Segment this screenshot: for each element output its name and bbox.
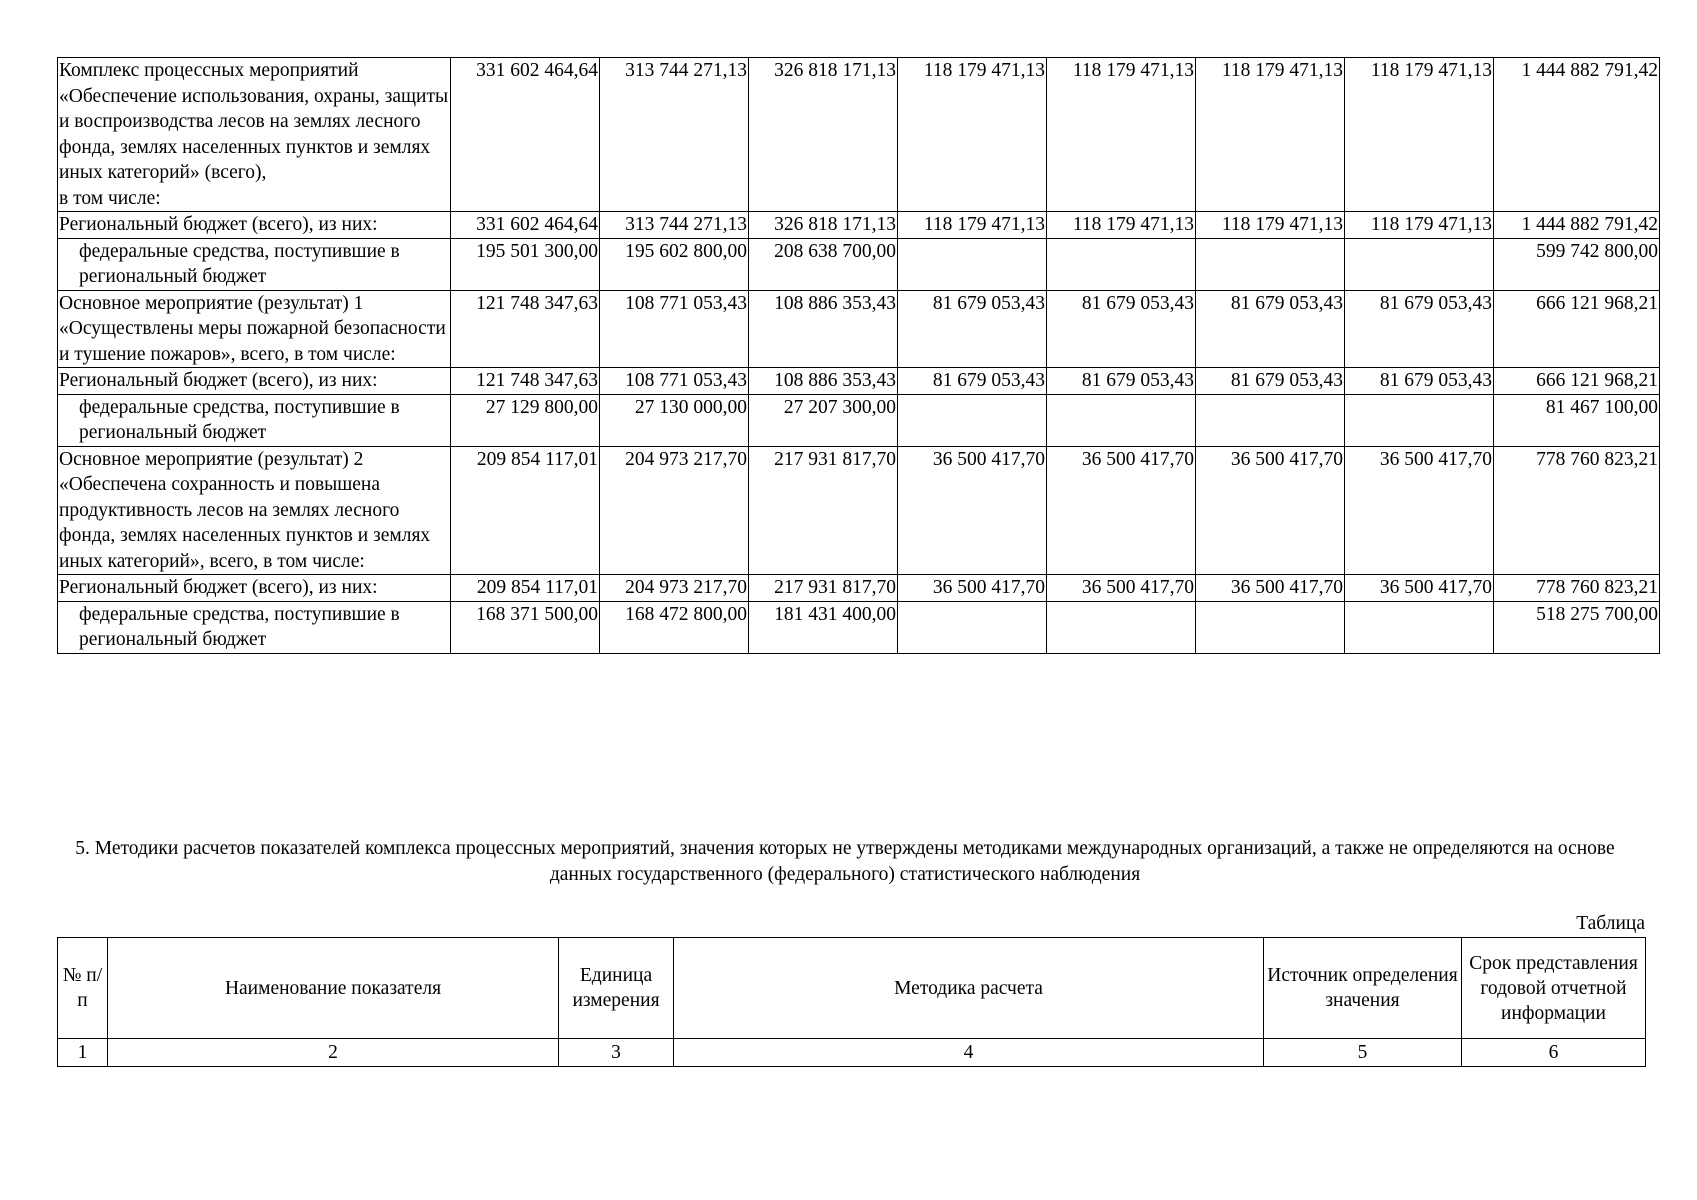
amount-cell: 1 444 882 791,42 [1494,212,1660,239]
amount-cell: 204 973 217,70 [600,446,749,575]
amount-cell [1047,238,1196,290]
amount-cell: 108 886 353,43 [749,368,898,395]
budget-subrow [58,601,1660,653]
budget-table [57,57,1660,654]
amount-cell [1345,238,1494,290]
row-label: Региональный бюджет (всего), из них: [58,212,451,239]
amount-cell: 518 275 700,00 [1494,601,1660,653]
amount-cell: 204 973 217,70 [600,575,749,602]
amount-cell [898,238,1047,290]
budget-row [58,58,1660,212]
amount-cell: 118 179 471,13 [1047,212,1196,239]
amount-cell: 168 472 800,00 [600,601,749,653]
amount-cell [1345,394,1494,446]
column-number: 1 [58,1039,108,1067]
methodology-number-row [58,1039,1646,1067]
header-source: Источник определения значения [1264,938,1462,1039]
amount-cell: 118 179 471,13 [1345,212,1494,239]
amount-cell: 81 467 100,00 [1494,394,1660,446]
amount-cell [1196,394,1345,446]
column-number: 2 [108,1039,559,1067]
amount-cell: 118 179 471,13 [898,58,1047,212]
amount-cell: 36 500 417,70 [1345,575,1494,602]
amount-cell: 666 121 968,21 [1494,290,1660,368]
amount-cell: 36 500 417,70 [1047,575,1196,602]
amount-cell: 118 179 471,13 [1196,58,1345,212]
table-caption: Таблица [1576,913,1645,934]
amount-cell: 81 679 053,43 [898,290,1047,368]
amount-cell: 81 679 053,43 [898,368,1047,395]
amount-cell: 778 760 823,21 [1494,575,1660,602]
amount-cell [898,394,1047,446]
row-label: федеральные средства, поступившие в региональный бюджет [58,601,451,653]
amount-cell: 27 130 000,00 [600,394,749,446]
amount-cell: 121 748 347,63 [451,290,600,368]
amount-cell: 217 931 817,70 [749,575,898,602]
header-indicator-name: Наименование показателя [108,938,559,1039]
amount-cell: 108 886 353,43 [749,290,898,368]
amount-cell: 313 744 271,13 [600,212,749,239]
amount-cell [1196,601,1345,653]
amount-cell: 1 444 882 791,42 [1494,58,1660,212]
amount-cell: 181 431 400,00 [749,601,898,653]
amount-cell: 778 760 823,21 [1494,446,1660,575]
column-number: 5 [1264,1039,1462,1067]
amount-cell: 27 129 800,00 [451,394,600,446]
amount-cell: 81 679 053,43 [1196,290,1345,368]
amount-cell: 599 742 800,00 [1494,238,1660,290]
amount-cell: 118 179 471,13 [898,212,1047,239]
amount-cell [1047,394,1196,446]
amount-cell: 209 854 117,01 [451,446,600,575]
methodology-header-row [58,938,1646,1039]
amount-cell: 118 179 471,13 [1196,212,1345,239]
budget-row [58,368,1660,395]
amount-cell [1047,601,1196,653]
amount-cell: 326 818 171,13 [749,212,898,239]
row-label: Региональный бюджет (всего), из них: [58,368,451,395]
amount-cell: 666 121 968,21 [1494,368,1660,395]
amount-cell: 168 371 500,00 [451,601,600,653]
budget-row [58,290,1660,368]
amount-cell: 313 744 271,13 [600,58,749,212]
amount-cell: 36 500 417,70 [1345,446,1494,575]
budget-row [58,446,1660,575]
section-heading: 5. Методики расчетов показателей комплекса процессных мероприятий, значения которых не утверждены методиками международных организаций, а также не определяются на основе данных государственного (федерального) статистического наблюдения [75,838,1615,885]
row-label: Основное мероприятие (результат) 2 «Обеспечена сохранность и повышена продуктивность лесов на землях лесного фонда, землях населенных пунктов и землях иных категорий», всего, в том числе: [58,446,451,575]
column-number: 4 [674,1039,1264,1067]
budget-row [58,212,1660,239]
amount-cell: 36 500 417,70 [898,446,1047,575]
amount-cell: 326 818 171,13 [749,58,898,212]
amount-cell: 36 500 417,70 [1196,575,1345,602]
amount-cell: 81 679 053,43 [1196,368,1345,395]
budget-row [58,575,1660,602]
amount-cell [898,601,1047,653]
amount-cell [1196,238,1345,290]
amount-cell: 36 500 417,70 [898,575,1047,602]
header-deadline: Срок представления годовой отчетной информации [1462,938,1646,1039]
amount-cell: 118 179 471,13 [1345,58,1494,212]
column-number: 3 [559,1039,674,1067]
row-label: федеральные средства, поступившие в региональный бюджет [58,394,451,446]
budget-table-body [58,58,1660,654]
methodology-table [57,937,1646,1067]
budget-subrow [58,238,1660,290]
row-label: Комплекс процессных мероприятий «Обеспечение использования, охраны, защиты и воспроизводства лесов на землях лесного фонда, землях населенных пунктов и землях иных категорий» (всего), в том числе: [58,58,451,212]
amount-cell: 331 602 464,64 [451,212,600,239]
header-number: № п/п [58,938,108,1039]
amount-cell: 27 207 300,00 [749,394,898,446]
row-label: Основное мероприятие (результат) 1 «Осуществлены меры пожарной безопасности и тушение пожаров», всего, в том числе: [58,290,451,368]
row-label: Региональный бюджет (всего), из них: [58,575,451,602]
amount-cell: 208 638 700,00 [749,238,898,290]
amount-cell: 331 602 464,64 [451,58,600,212]
amount-cell: 195 501 300,00 [451,238,600,290]
amount-cell: 36 500 417,70 [1047,446,1196,575]
amount-cell: 209 854 117,01 [451,575,600,602]
amount-cell: 195 602 800,00 [600,238,749,290]
amount-cell: 81 679 053,43 [1047,290,1196,368]
amount-cell: 81 679 053,43 [1345,368,1494,395]
budget-subrow [58,394,1660,446]
amount-cell: 118 179 471,13 [1047,58,1196,212]
amount-cell: 81 679 053,43 [1345,290,1494,368]
amount-cell: 217 931 817,70 [749,446,898,575]
amount-cell: 121 748 347,63 [451,368,600,395]
column-number: 6 [1462,1039,1646,1067]
header-methodology: Методика расчета [674,938,1264,1039]
amount-cell: 36 500 417,70 [1196,446,1345,575]
amount-cell [1345,601,1494,653]
amount-cell: 81 679 053,43 [1047,368,1196,395]
row-label: федеральные средства, поступившие в региональный бюджет [58,238,451,290]
amount-cell: 108 771 053,43 [600,290,749,368]
header-unit: Единица измерения [559,938,674,1039]
amount-cell: 108 771 053,43 [600,368,749,395]
